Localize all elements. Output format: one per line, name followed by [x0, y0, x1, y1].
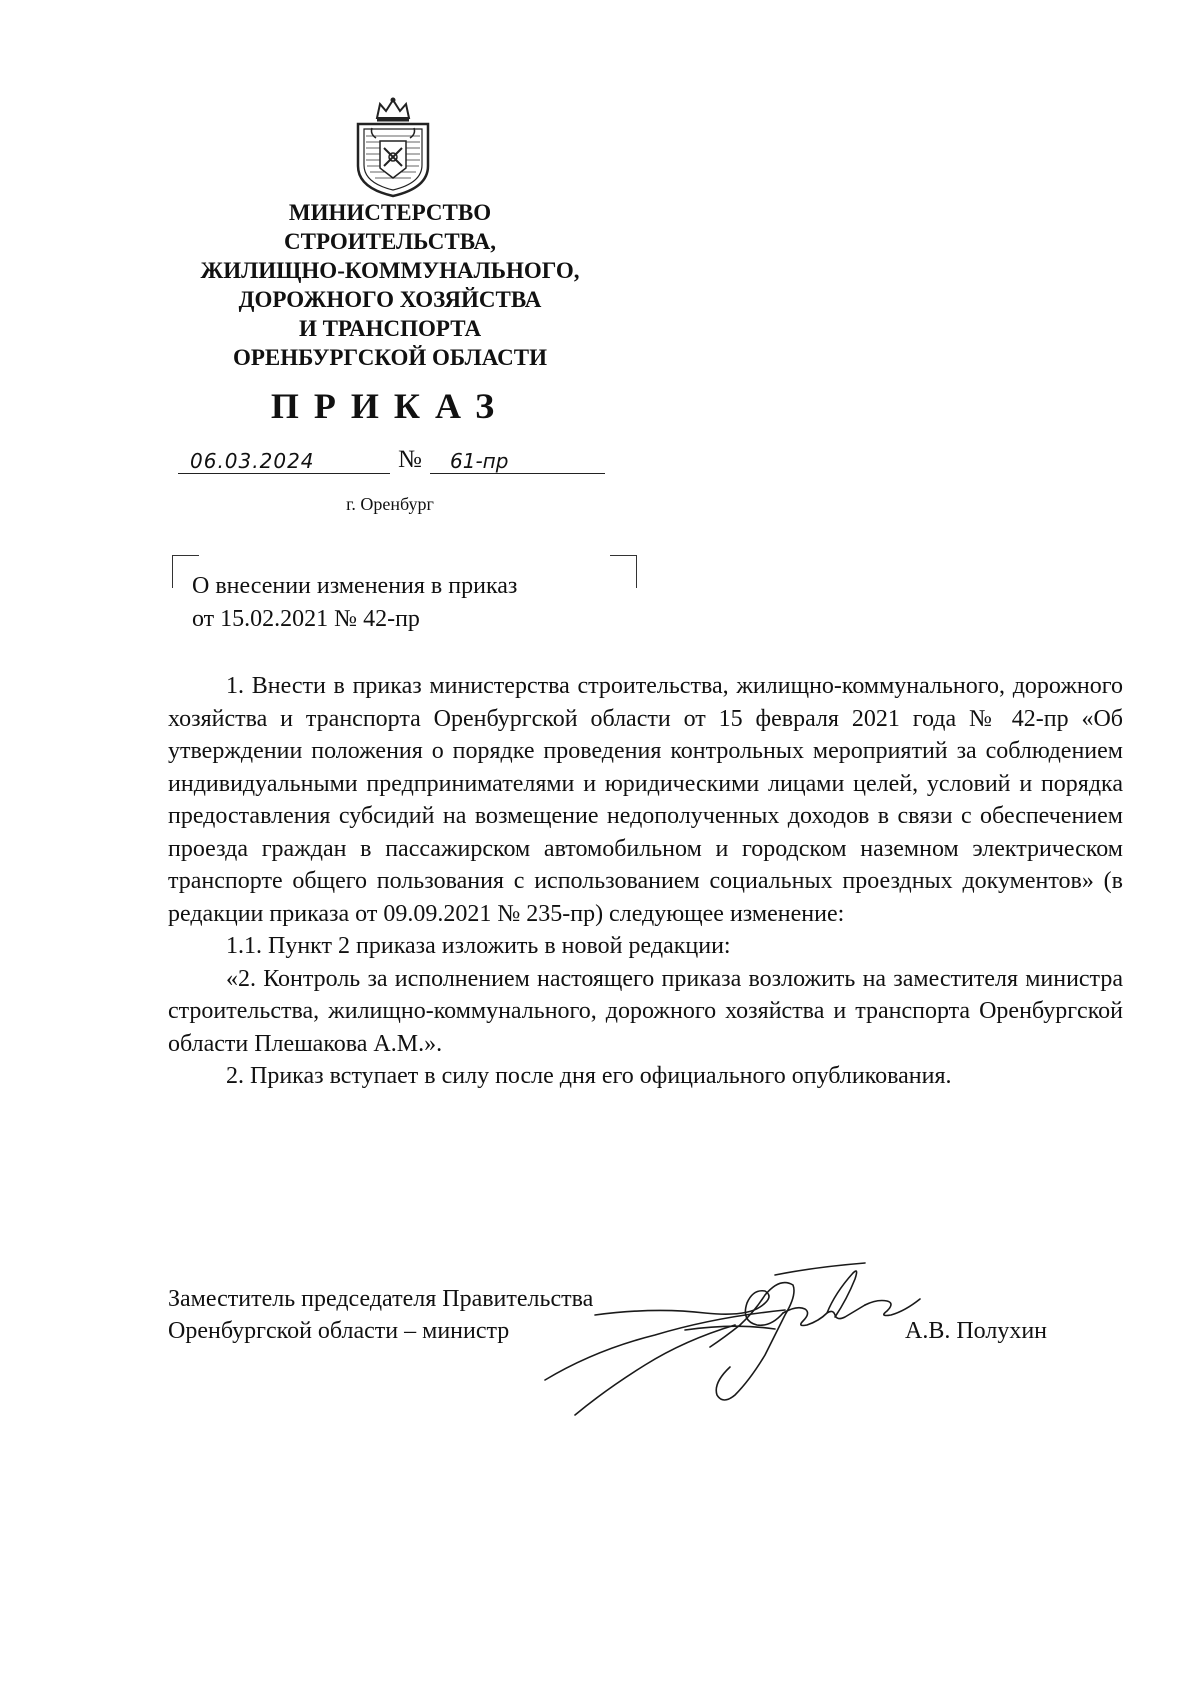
ministry-name-line: МИНИСТЕРСТВО: [288, 200, 492, 225]
document-city: г. Оренбург: [346, 494, 434, 514]
number-sign: №: [398, 446, 422, 473]
body-paragraph: 1. Внести в приказ министерства строительства, жилищно-коммунального, дорожного хозяйства и транспорта Оренбургской области от 15 февраля 2021 года № 42-пр «Об утверждении положения о порядке проведения контрольных мероприятий за соблюдением индивидуальными предпринимателями и юридическими лицами целей, условий и порядка предоставления субсидий на возмещение недополученных доходов в связи с обеспечением проезда граждан в пассажирском автомобильном и городском наземном электрическом транспорте общего пользования с использованием социальных проездных документов» (в редакции приказа от 09.09.2021 № 235-пр) следующее изменение:: [168, 673, 1123, 927]
ministry-name-line: ЖИЛИЩНО-КОММУНАЛЬНОГО,: [200, 258, 580, 283]
ministry-name-line: И ТРАНСПОРТА: [298, 316, 482, 341]
ministry-name-line: СТРОИТЕЛЬСТВА,: [284, 229, 496, 254]
document-date: 06.03.2024: [178, 448, 390, 474]
document-number: 61-пр: [430, 448, 605, 474]
document-subject: [192, 570, 632, 636]
handwritten-signature-icon: [535, 1255, 930, 1420]
body-paragraph: 2. Приказ вступает в силу после дня его официального опубликования.: [226, 1063, 952, 1089]
coat-of-arms-icon: [350, 96, 436, 198]
ministry-name-line: ОРЕНБУРГСКОЙ ОБЛАСТИ: [232, 345, 548, 370]
document-type-title: ПРИКАЗ: [270, 386, 510, 426]
subject-line: О внесении изменения в приказ: [192, 573, 518, 599]
signatory-name: А.В. Полухин: [905, 1318, 1048, 1344]
ministry-name-line: ДОРОЖНОГО ХОЗЯЙСТВА: [238, 287, 542, 312]
signatory-position-line: Заместитель председателя Правительства: [168, 1286, 594, 1312]
document-body: [168, 670, 1123, 1093]
body-paragraph: «2. Контроль за исполнением настоящего приказа возложить на заместителя министра строительства, жилищно-коммунального, дорожного хозяйства и транспорта Оренбургской области Плешакова А.М.».: [168, 965, 1123, 1057]
ministry-name: [160, 198, 620, 372]
signatory-position-line: Оренбургской области – министр: [168, 1318, 510, 1344]
subject-line: от 15.02.2021 № 42-пр: [192, 606, 420, 632]
body-paragraph: 1.1. Пункт 2 приказа изложить в новой редакции:: [226, 933, 731, 959]
